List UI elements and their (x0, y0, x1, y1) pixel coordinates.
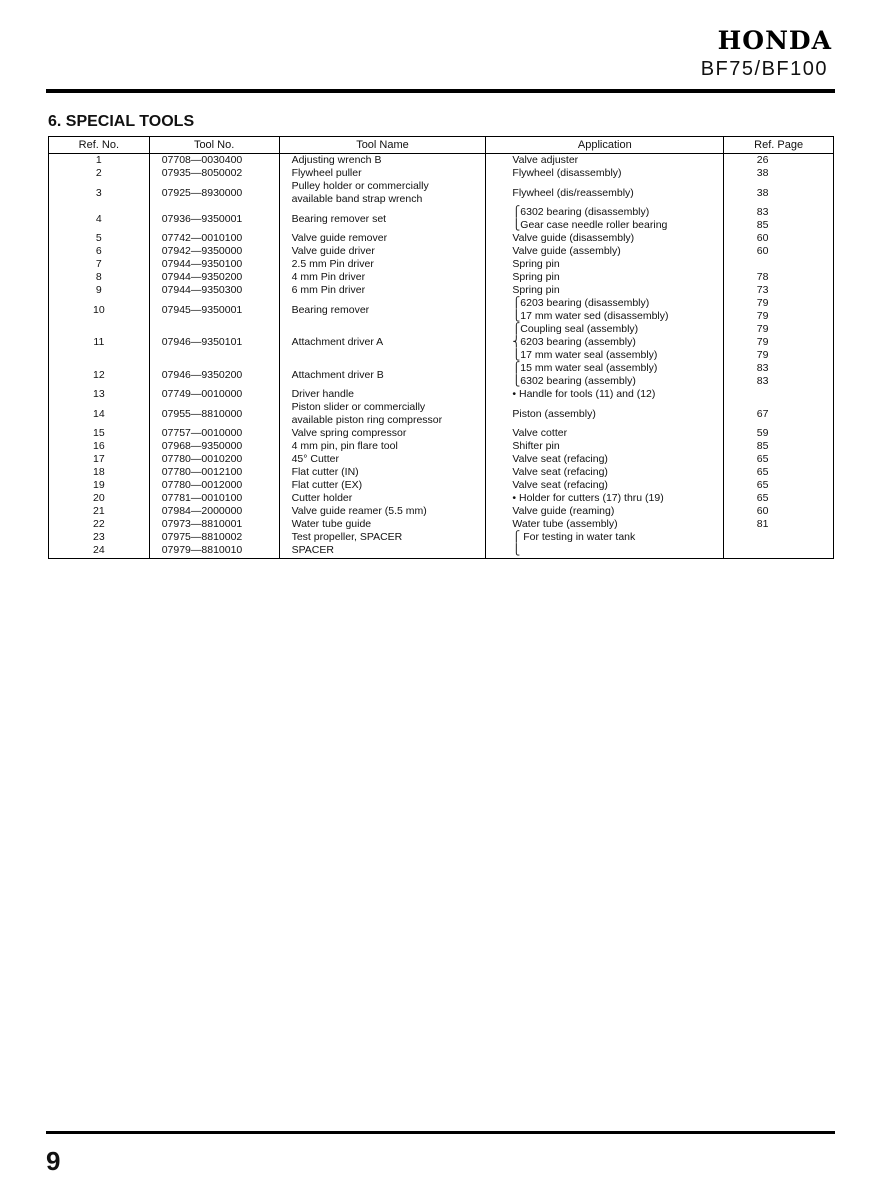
tool-name-cell: Attachment driver B (279, 362, 486, 388)
ref-no-cell: 2 (49, 167, 150, 180)
column-header-ref-no: Ref. No. (49, 137, 150, 154)
table-row (49, 180, 834, 206)
tool-name-cell: 4 mm pin, pin flare tool (279, 440, 486, 453)
ref-page-cell: 78 (724, 271, 834, 284)
table-row (49, 531, 834, 544)
tool-no-cell: 07742—0010100 (149, 232, 279, 245)
ref-page-cell: 65 (724, 492, 834, 505)
table-row (49, 505, 834, 518)
application-cell: ⎧ For testing in water tank (486, 531, 724, 544)
tool-no-cell: 07757—0010000 (149, 427, 279, 440)
application-cell: Valve cotter (486, 427, 724, 440)
table-row (49, 245, 834, 258)
ref-page-cell: 73 (724, 284, 834, 297)
column-header-application: Application (486, 137, 724, 154)
ref-no-cell: 6 (49, 245, 150, 258)
tool-no-cell: 07708—0030400 (149, 154, 279, 168)
table-row (49, 323, 834, 362)
ref-page-cell (724, 531, 834, 544)
ref-no-cell: 24 (49, 544, 150, 559)
ref-no-cell: 3 (49, 180, 150, 206)
tool-name-cell: Piston slider or commercially available piston ring compressor (279, 401, 486, 427)
tool-no-cell: 07780—0012100 (149, 466, 279, 479)
model-number: BF75/BF100 (700, 58, 828, 80)
header-rule (46, 89, 835, 93)
ref-page-cell: 83 85 (724, 206, 834, 232)
application-cell: Flywheel (disassembly) (486, 167, 724, 180)
column-header-tool-name: Tool Name (279, 137, 486, 154)
tool-name-cell: Flat cutter (IN) (279, 466, 486, 479)
application-cell: ⎧6203 bearing (disassembly) ⎩17 mm water sed (disassembly) (486, 297, 724, 323)
ref-page-cell: 65 (724, 453, 834, 466)
ref-page-cell: 85 (724, 440, 834, 453)
application-cell: ⎧15 mm water seal (assembly) ⎩6302 bearing (assembly) (486, 362, 724, 388)
table-row (49, 544, 834, 559)
page-number: 9 (46, 1146, 61, 1176)
tool-name-cell: Water tube guide (279, 518, 486, 531)
application-cell: • Holder for cutters (17) thru (19) (486, 492, 724, 505)
ref-no-cell: 4 (49, 206, 150, 232)
table-row (49, 362, 834, 388)
tool-name-cell: Cutter holder (279, 492, 486, 505)
table-row (49, 271, 834, 284)
ref-page-cell: 79 79 79 (724, 323, 834, 362)
tool-no-cell: 07942—9350000 (149, 245, 279, 258)
tool-no-cell: 07946—9350101 (149, 323, 279, 362)
ref-no-cell: 12 (49, 362, 150, 388)
application-cell: ⎧6302 bearing (disassembly) ⎩Gear case needle roller bearing (486, 206, 724, 232)
ref-no-cell: 23 (49, 531, 150, 544)
column-header-tool-no: Tool No. (149, 137, 279, 154)
application-cell: Spring pin (486, 258, 724, 271)
ref-no-cell: 8 (49, 271, 150, 284)
tool-no-cell: 07975—8810002 (149, 531, 279, 544)
special-tools-table (48, 136, 834, 559)
application-cell: Flywheel (dis/reassembly) (486, 180, 724, 206)
tool-no-cell: 07946—9350200 (149, 362, 279, 388)
tool-no-cell: 07781—0010100 (149, 492, 279, 505)
table-header-row (49, 137, 834, 154)
ref-page-cell (724, 258, 834, 271)
table-row (49, 167, 834, 180)
ref-page-cell: 60 (724, 245, 834, 258)
tool-no-cell: 07925—8930000 (149, 180, 279, 206)
ref-no-cell: 20 (49, 492, 150, 505)
table-row (49, 232, 834, 245)
tool-name-cell: Valve spring compressor (279, 427, 486, 440)
tool-no-cell: 07936—9350001 (149, 206, 279, 232)
footer-rule (46, 1131, 835, 1134)
table-row (49, 284, 834, 297)
table-row (49, 154, 834, 168)
tool-name-cell: Test propeller, SPACER (279, 531, 486, 544)
application-cell: Valve adjuster (486, 154, 724, 168)
ref-no-cell: 22 (49, 518, 150, 531)
ref-page-cell: 59 (724, 427, 834, 440)
ref-no-cell: 5 (49, 232, 150, 245)
application-cell: Valve guide (reaming) (486, 505, 724, 518)
ref-no-cell: 9 (49, 284, 150, 297)
table-row (49, 453, 834, 466)
ref-no-cell: 17 (49, 453, 150, 466)
ref-page-cell: 67 (724, 401, 834, 427)
application-cell: Valve seat (refacing) (486, 466, 724, 479)
tool-name-cell: 2.5 mm Pin driver (279, 258, 486, 271)
ref-no-cell: 19 (49, 479, 150, 492)
tool-no-cell: 07935—8050002 (149, 167, 279, 180)
tool-no-cell: 07984—2000000 (149, 505, 279, 518)
ref-page-cell: 65 (724, 479, 834, 492)
tool-no-cell: 07973—8810001 (149, 518, 279, 531)
tool-name-cell: 45° Cutter (279, 453, 486, 466)
table-row (49, 258, 834, 271)
tool-no-cell: 07944—9350200 (149, 271, 279, 284)
honda-logo: HONDA (717, 26, 832, 55)
table-body (49, 154, 834, 559)
tool-name-cell: Adjusting wrench B (279, 154, 486, 168)
application-cell: Valve seat (refacing) (486, 479, 724, 492)
ref-no-cell: 10 (49, 297, 150, 323)
table-row (49, 492, 834, 505)
tool-no-cell: 07780—0010200 (149, 453, 279, 466)
tool-name-cell: Attachment driver A (279, 323, 486, 362)
table-row (49, 297, 834, 323)
tool-no-cell: 07780—0012000 (149, 479, 279, 492)
tool-name-cell: Flywheel puller (279, 167, 486, 180)
ref-page-cell: 60 (724, 232, 834, 245)
tool-no-cell: 07955—8810000 (149, 401, 279, 427)
table-row (49, 206, 834, 232)
ref-no-cell: 18 (49, 466, 150, 479)
table-row (49, 466, 834, 479)
application-cell: Valve guide (disassembly) (486, 232, 724, 245)
application-cell: ⎩ (486, 544, 724, 559)
ref-page-cell: 81 (724, 518, 834, 531)
tool-no-cell: 07944—9350300 (149, 284, 279, 297)
table-row (49, 388, 834, 401)
tool-name-cell: Flat cutter (EX) (279, 479, 486, 492)
application-cell: Valve seat (refacing) (486, 453, 724, 466)
tool-name-cell: Bearing remover (279, 297, 486, 323)
ref-no-cell: 11 (49, 323, 150, 362)
application-cell: Shifter pin (486, 440, 724, 453)
application-cell: • Handle for tools (11) and (12) (486, 388, 724, 401)
ref-page-cell (724, 544, 834, 559)
ref-no-cell: 14 (49, 401, 150, 427)
tool-name-cell: 4 mm Pin driver (279, 271, 486, 284)
ref-no-cell: 7 (49, 258, 150, 271)
column-header-ref-page: Ref. Page (724, 137, 834, 154)
tool-no-cell: 07968—9350000 (149, 440, 279, 453)
tool-no-cell: 07945—9350001 (149, 297, 279, 323)
tool-name-cell: Valve guide remover (279, 232, 486, 245)
tool-name-cell: 6 mm Pin driver (279, 284, 486, 297)
ref-page-cell: 65 (724, 466, 834, 479)
section-title: 6. SPECIAL TOOLS (48, 113, 195, 130)
ref-page-cell (724, 388, 834, 401)
ref-no-cell: 15 (49, 427, 150, 440)
application-cell: Valve guide (assembly) (486, 245, 724, 258)
ref-page-cell: 60 (724, 505, 834, 518)
application-cell: ⎧Coupling seal (assembly) ⎨6203 bearing (assembly) ⎩17 mm water seal (assembly) (486, 323, 724, 362)
table-row (49, 440, 834, 453)
ref-no-cell: 16 (49, 440, 150, 453)
tool-name-cell: Valve guide reamer (5.5 mm) (279, 505, 486, 518)
tool-name-cell: SPACER (279, 544, 486, 559)
application-cell: Spring pin (486, 271, 724, 284)
ref-page-cell: 26 (724, 154, 834, 168)
ref-no-cell: 13 (49, 388, 150, 401)
table-row (49, 427, 834, 440)
table-row (49, 401, 834, 427)
ref-no-cell: 1 (49, 154, 150, 168)
tool-name-cell: Driver handle (279, 388, 486, 401)
table-row (49, 479, 834, 492)
application-cell: Piston (assembly) (486, 401, 724, 427)
tool-name-cell: Pulley holder or commercially available band strap wrench (279, 180, 486, 206)
tool-name-cell: Bearing remover set (279, 206, 486, 232)
ref-page-cell: 83 83 (724, 362, 834, 388)
application-cell: Water tube (assembly) (486, 518, 724, 531)
application-cell: Spring pin (486, 284, 724, 297)
table-row (49, 518, 834, 531)
tool-no-cell: 07749—0010000 (149, 388, 279, 401)
ref-page-cell: 38 (724, 167, 834, 180)
ref-page-cell: 38 (724, 180, 834, 206)
tool-no-cell: 07944—9350100 (149, 258, 279, 271)
ref-no-cell: 21 (49, 505, 150, 518)
ref-page-cell: 79 79 (724, 297, 834, 323)
tool-no-cell: 07979—8810010 (149, 544, 279, 559)
tool-name-cell: Valve guide driver (279, 245, 486, 258)
